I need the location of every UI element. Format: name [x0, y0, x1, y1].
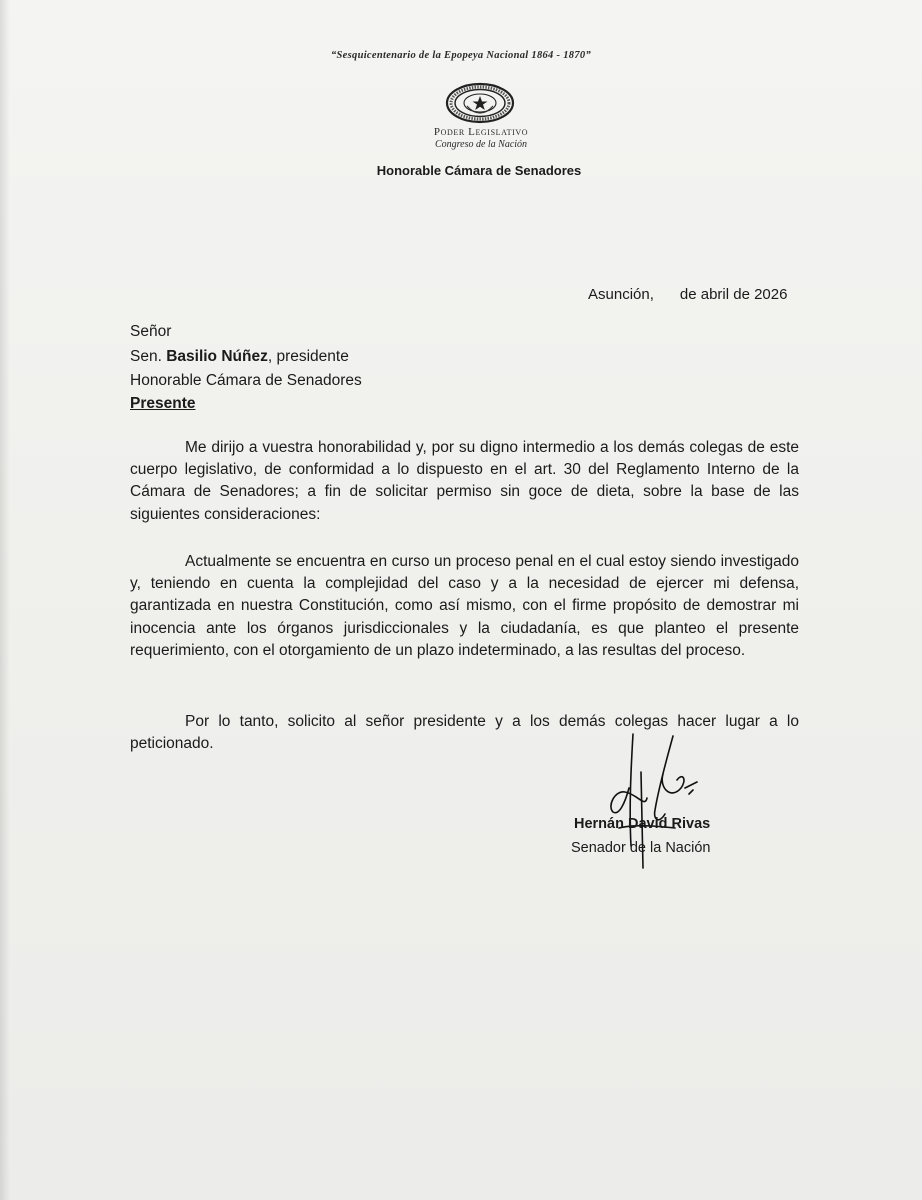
congress-seal-icon: [445, 82, 515, 124]
header-motto: “Sesquicentenario de la Epopeya Nacional 1864 - 1870”: [330, 50, 591, 61]
dateline-city: Asunción,: [588, 286, 654, 303]
paragraph-2-text: Actualmente se encuentra en curso un proceso penal en el cual estoy siendo investigado y, teniendo en cuenta la complejidad del caso y a la necesidad de ejercer mi defensa, garantizada en nuestra Constitución, como así mismo, con el firme propósito de demostrar mi inocencia ante los órganos jurisdiccionales y la ciudadanía, es que planteo el presente requerimiento, con el otorgamiento de un plazo indeterminado, a las resultas del proceso.: [130, 553, 799, 659]
recipient-name: Basilio Núñez: [166, 348, 268, 365]
recipient-role: , presidente: [267, 348, 349, 365]
chamber-heading: Honorable Cámara de Senadores: [376, 163, 582, 178]
paragraph-1-text: Me dirijo a vuestra honorabilidad y, por su digno intermedio a los demás colegas de este cuerpo legislativo, de conformidad a lo dispuesto en el art. 30 del Reglamento Interno de la Cámara de Senadores; a fin de solicitar permiso sin goce de dieta, sobre la base de las siguientes consideraciones:: [130, 439, 799, 523]
recipient-name-line: [130, 348, 349, 366]
dateline: [588, 286, 787, 303]
recipient-salutation: Señor: [130, 323, 172, 340]
recipient-body: Honorable Cámara de Senadores: [130, 372, 362, 389]
body-paragraph-1: [130, 437, 799, 526]
institution-subtitle: Congreso de la Nación: [434, 139, 528, 150]
signatory-name: Hernán David Rivas: [574, 816, 711, 832]
page-edge-shadow: [0, 0, 10, 1200]
signatory-role: Senador de la Nación: [571, 840, 711, 856]
body-paragraph-2: [130, 551, 799, 662]
recipient-presente: [130, 395, 195, 413]
dateline-date: de abril de 2026: [679, 286, 788, 303]
recipient-title: Sen.: [130, 348, 162, 365]
presente-label: Presente: [130, 395, 196, 412]
paragraph-3-text: Por lo tanto, solicito al señor presidente y a los demás colegas hacer lugar a lo peticionado.: [130, 713, 799, 753]
institution-title: Poder Legislativo: [433, 126, 529, 138]
